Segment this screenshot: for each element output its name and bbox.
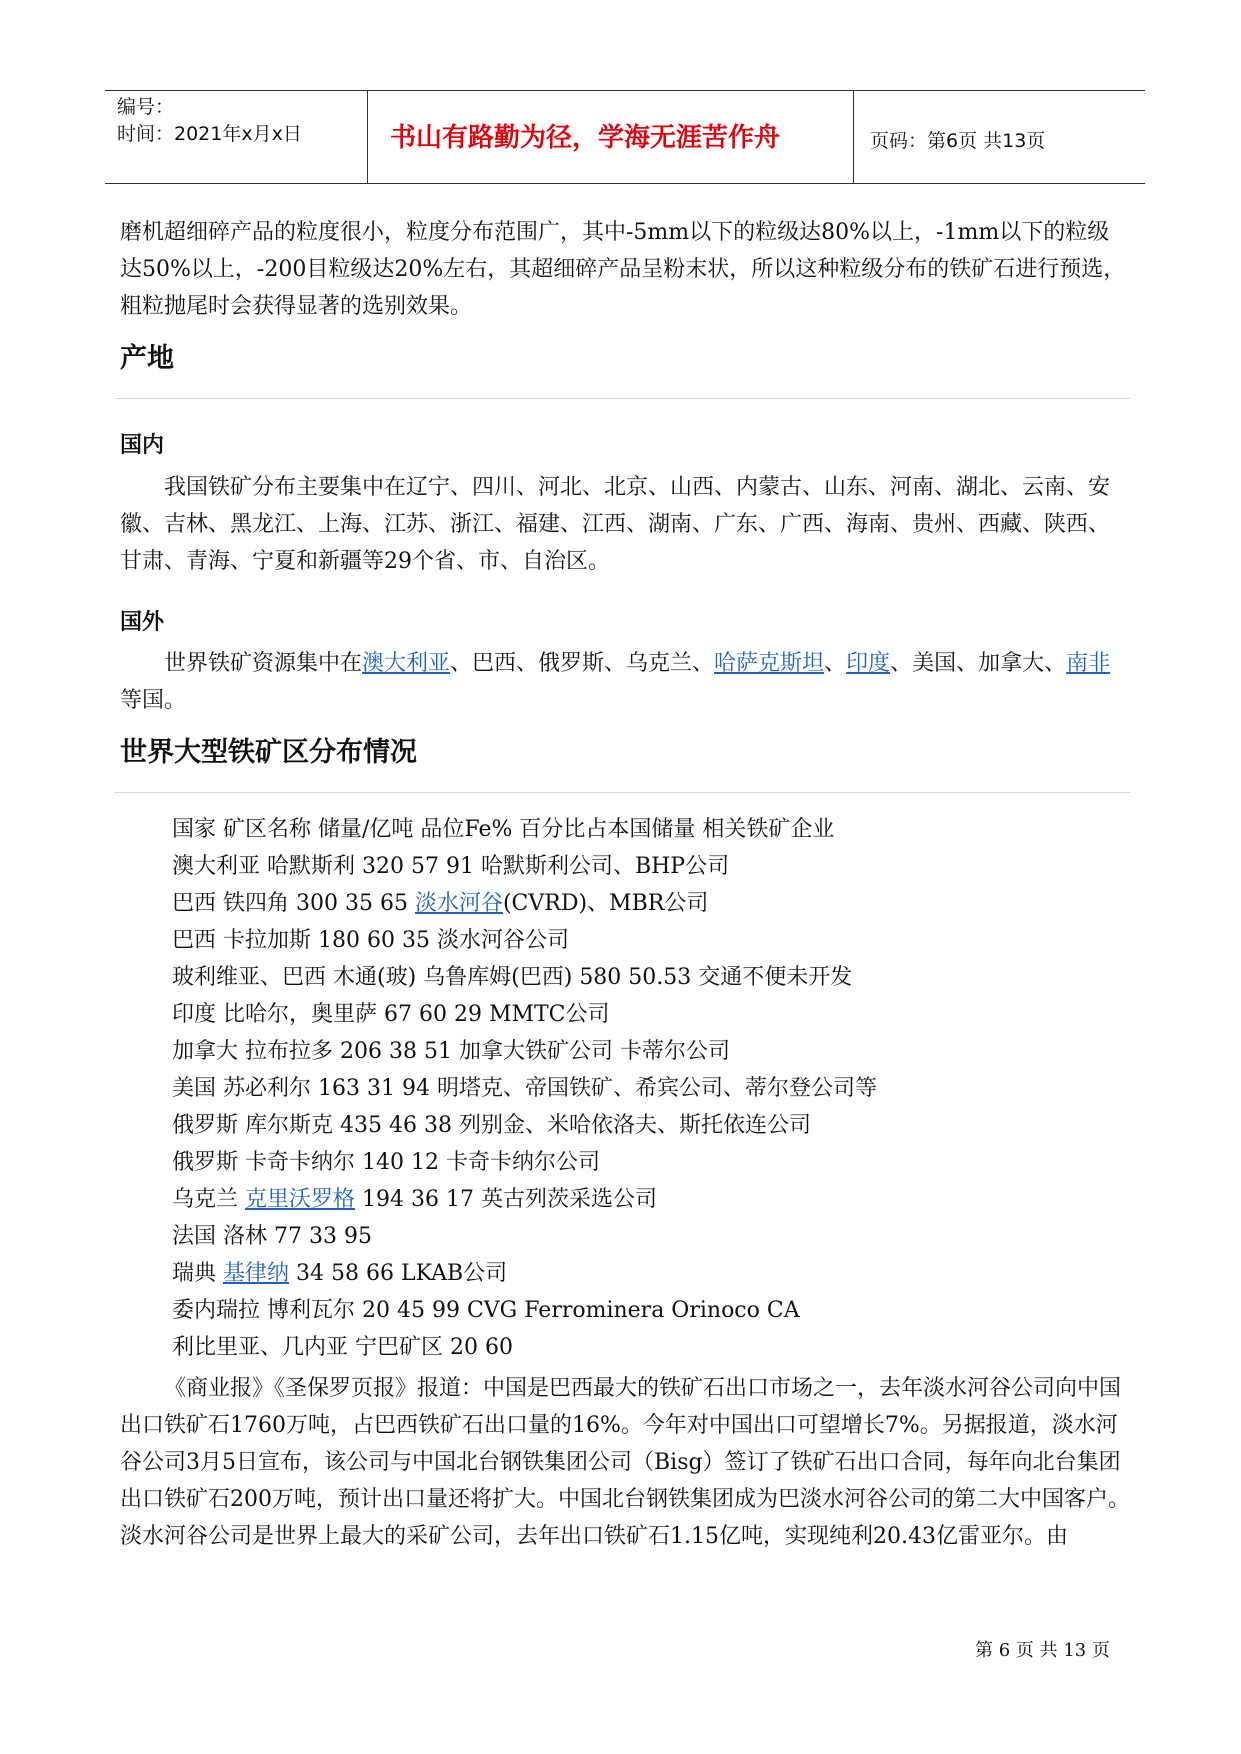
header-motto: 书山有路勤为径，学海无涯苦作舟 — [390, 123, 781, 153]
domestic-paragraph: 我国铁矿分布主要集中在辽宁、四川、河北、北京、山西、内蒙古、山东、河南、湖北、云南、安徽、吉林、黑龙江、上海、江苏、浙江、福建、江西、湖南、广东、广西、海南、贵州、西藏、陕西、甘肃、青海、宁夏和新疆等29个省、市、自治区。 — [120, 475, 1111, 574]
link-south-africa[interactable]: 南非 — [1066, 651, 1111, 676]
mine-row-text: 巴西 铁四角 300 35 65 — [172, 891, 415, 916]
foreign-text-mid1: 、巴西、俄罗斯、乌克兰、 — [450, 651, 715, 676]
mine-row: 澳大利亚 哈默斯利 320 57 91 哈默斯利公司、BHP公司 — [172, 854, 730, 879]
document-number-label: 编号： — [117, 96, 175, 118]
section-title-origin: 产地 — [120, 343, 174, 374]
mine-row — [172, 889, 708, 919]
link-kazakhstan[interactable]: 哈萨克斯坦 — [714, 651, 825, 676]
mine-row: 玻利维亚、巴西 木通(玻) 乌鲁库姆(巴西) 580 50.53 交通不便未开发 — [172, 965, 853, 990]
mine-row-text: (CVRD)、MBR公司 — [502, 891, 709, 916]
page-footer: 第 6 页 共 13 页 — [975, 1640, 1110, 1661]
foreign-text-mid2: 、美国、加拿大、 — [890, 651, 1067, 676]
mine-row: 俄罗斯 库尔斯克 435 46 38 列别金、米哈依洛夫、斯托依连公司 — [172, 1113, 811, 1138]
section-divider — [115, 398, 1130, 399]
header-top-rule — [105, 90, 1145, 91]
mine-row: 俄罗斯 卡奇卡纳尔 140 12 卡奇卡纳尔公司 — [172, 1150, 600, 1175]
mine-row: 印度 比哈尔，奥里萨 67 60 29 MMTC公司 — [172, 1002, 610, 1027]
document-time-label: 时间：2021年x月x日 — [117, 123, 302, 145]
header-bottom-rule — [105, 183, 1145, 184]
subsection-title-foreign: 国外 — [120, 610, 165, 635]
link-kryvyi-rih[interactable]: 克里沃罗格 — [245, 1187, 356, 1212]
section-divider — [115, 792, 1130, 793]
mine-row-text: 194 36 17 英古列茨采选公司 — [355, 1187, 657, 1212]
foreign-text-sep: 、 — [824, 651, 847, 676]
link-australia[interactable]: 澳大利亚 — [362, 651, 451, 676]
mine-row: 巴西 卡拉加斯 180 60 35 淡水河谷公司 — [172, 928, 569, 953]
mine-row: 法国 洛林 77 33 95 — [172, 1224, 372, 1249]
link-kiruna[interactable]: 基律纳 — [223, 1261, 290, 1286]
mine-row — [172, 1259, 507, 1289]
subsection-title-domestic: 国内 — [120, 433, 165, 458]
link-vale[interactable]: 淡水河谷 — [414, 891, 503, 916]
header-divider-right — [853, 91, 854, 183]
header-divider-left — [367, 91, 368, 183]
news-paragraph: 《商业报》《圣保罗页报》报道：中国是巴西最大的铁矿石出口市场之一，去年淡水河谷公司向中国出口铁矿石1760万吨，占巴西铁矿石出口量的16%。今年对中国出口可望增长7%。另据报道，淡水河谷公司3月5日宣布，该公司与中国北台钢铁集团公司（Bisg）签订了铁矿石出口合同，每年向北台集团出口铁矿石200万吨，预计出口量还将扩大。中国北台钢铁集团成为巴淡水河谷公司的第二大中国客户。淡水河谷公司是世界上最大的采矿公司，去年出口铁矿石1.15亿吨，实现纯利20.43亿雷亚尔。由 — [120, 1376, 1130, 1549]
mine-row-text: 34 58 66 LKAB公司 — [289, 1261, 508, 1286]
section-title-mines: 世界大型铁矿区分布情况 — [120, 737, 417, 768]
foreign-text-pre: 世界铁矿资源集中在 — [164, 651, 363, 676]
mine-row: 委内瑞拉 博利瓦尔 20 45 99 CVG Ferrominera Orinoco CA — [172, 1298, 800, 1323]
mine-row-text: 乌克兰 — [172, 1187, 245, 1212]
mine-row: 利比里亚、几内亚 宁巴矿区 20 60 — [172, 1335, 513, 1360]
mine-row: 美国 苏必利尔 163 31 94 明塔克、帝国铁矿、希宾公司、蒂尔登公司等 — [172, 1076, 877, 1101]
link-india[interactable]: 印度 — [846, 651, 891, 676]
mine-row-text: 瑞典 — [172, 1261, 223, 1286]
header-page-label: 页码：第6页 共13页 — [870, 130, 1046, 152]
foreign-text-post: 等国。 — [120, 688, 187, 713]
mine-table-header: 国家 矿区名称 储量/亿吨 品位Fe% 百分比占本国储量 相关铁矿企业 — [172, 817, 835, 842]
mine-row: 加拿大 拉布拉多 206 38 51 加拿大铁矿公司 卡蒂尔公司 — [172, 1039, 730, 1064]
intro-paragraph: 磨机超细碎产品的粒度很小，粒度分布范围广，其中-5mm以下的粒级达80%以上，-1mm以下的粒级达50%以上，-200目粒级达20%左右，其超细碎产品呈粉末状，所以这种粒级分布的铁矿石进行预选，粗粒抛尾时会获得显著的选别效果。 — [120, 220, 1126, 319]
mine-row — [172, 1185, 657, 1215]
foreign-paragraph — [120, 645, 1130, 719]
